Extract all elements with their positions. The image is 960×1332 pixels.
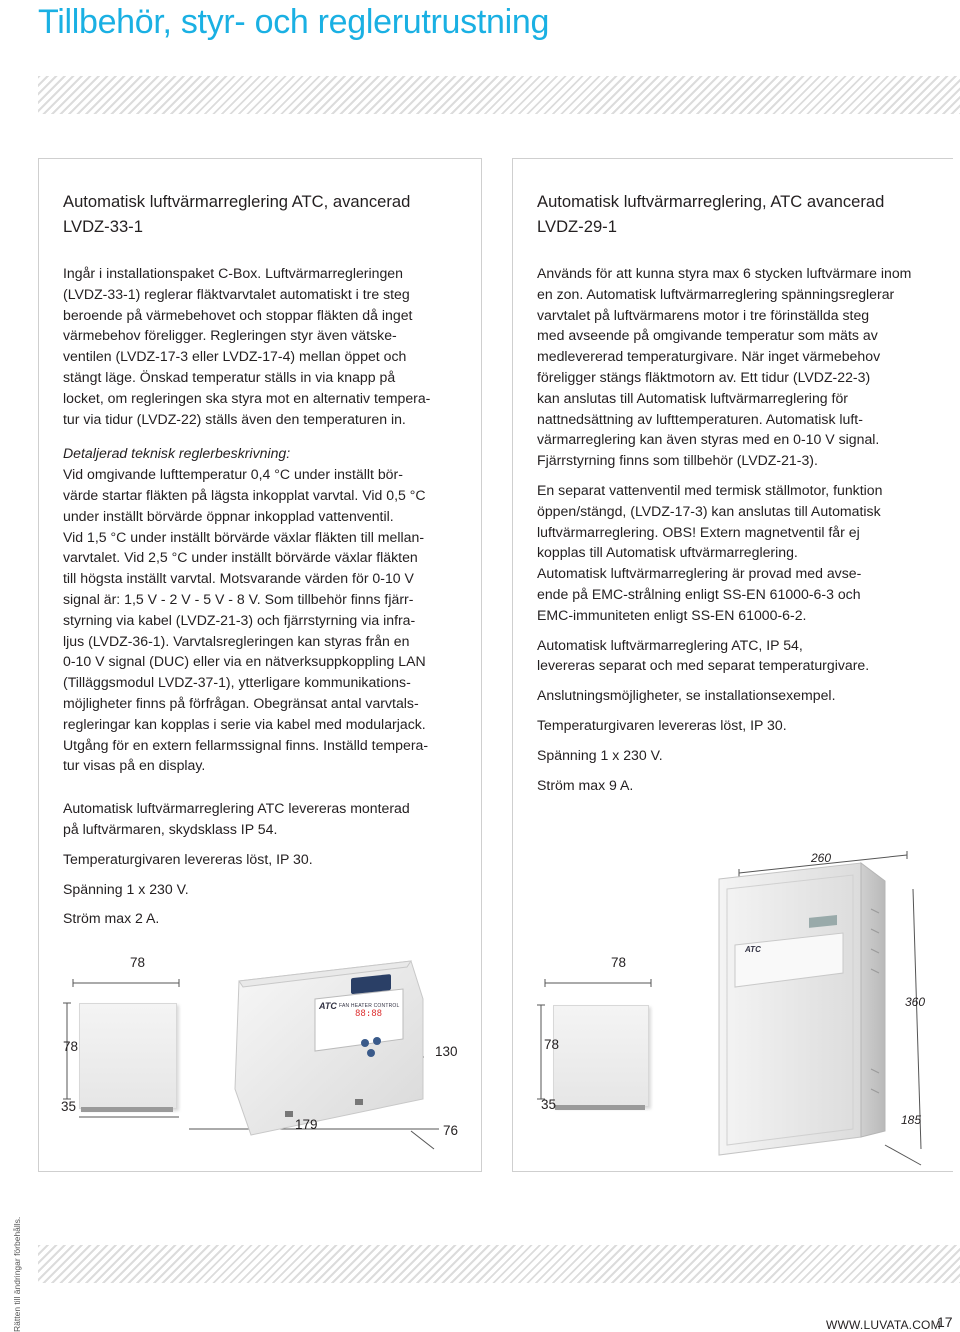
right-current: Ström max 9 A. bbox=[537, 776, 634, 793]
left-controller-unit bbox=[39, 939, 481, 1171]
left-controller-display: 88:88 bbox=[355, 1009, 383, 1019]
hatch-band-top bbox=[38, 76, 960, 114]
left-panel-content bbox=[63, 189, 467, 929]
page-title: Tillbehör, styr- och reglerutrustning bbox=[38, 3, 550, 41]
left-product-figure bbox=[39, 939, 481, 1171]
left-voltage: Spänning 1 x 230 V. bbox=[63, 880, 189, 897]
left-paragraph-detail: Vid omgivande lufttemperatur 0,4 °C under inställt bör- värde startar fläkten på lägsta inkopplat varvtal. Vid 0,5 °C under inställt börvärde öppnar inkopplad vattenventil. Vid 1,5 °C under inställt börvärde växlar fläkten till mellan- varvtalet. Vid 2,5 °C under inställt börvärde växlar fläkten till högsta inställt varvtal. Motsvarande värden för 0-10 V signal är: 1,5 V - 2 V - 5 V - 8 V. Som tillbehör finns fjärr- styrning via kabel (LVDZ-21-3) och fjärrstyrning via infra- ljus (LVDZ-36-1). Varvtalsregleringen kan styras från en 0-10 V signal (DUC) eller via en nätverksuppkoppling LAN (Tilläggsmodul LVDZ-37-1), ytterligare kommunikations- möjligheter finns på förfrågan. Obegränsat antal varvtals- regleringar kan kopplas i serie via kabel med modularjack. Utgång för en extern fellarmssignal finns. Inställd tempera- tur visas på en display. bbox=[63, 466, 429, 774]
right-sensor-height-label: 78 bbox=[544, 1037, 560, 1052]
left-sensor-depth-label: 35 bbox=[61, 1099, 77, 1114]
left-heading-title: Automatisk luftvärmarreglering ATC, avancerad bbox=[63, 192, 411, 211]
left-sensor-width-label: 78 bbox=[130, 955, 146, 970]
right-controller-brand: ATC bbox=[745, 945, 761, 954]
left-current: Ström max 2 A. bbox=[63, 910, 160, 927]
right-heading bbox=[537, 189, 939, 239]
left-heading bbox=[63, 189, 467, 239]
side-disclaimer: Rätten till ändringar förbehålls. bbox=[12, 1216, 22, 1332]
right-heading-code: LVDZ-29-1 bbox=[537, 217, 617, 236]
left-box-depth-label: 76 bbox=[443, 1123, 459, 1138]
left-box-width-label: 179 bbox=[295, 1117, 318, 1132]
left-panel bbox=[38, 158, 482, 1172]
right-box-depth-label: 185 bbox=[901, 1113, 922, 1127]
right-paragraph-delivery: Automatisk luftvärmarreglering ATC, IP 54, levereras separat och med separat temperaturgivare. bbox=[537, 636, 870, 674]
right-paragraph-intro: Används för att kunna styra max 6 stycken luftvärmare inom en zon. Automatisk luftvärmarreglering spänningsreglerar varvtalet på luftvärmarens motor i tre förinställda steg med avseende på omgivande temperatur som mäts av medlevererad temperaturgivare. När inget värmebehov föreligger stängs fläktmotorn av. Ett tidur (LVDZ-22-3) kan anslutas till Automatisk luftvärmarreglering för nattnedsättning av lufttemperaturen. Automatisk luft- värmarreglering kan även styras med en 0-10 V signal. Fjärrstyrning finns som tillbehör (LVDZ-21-3). bbox=[537, 265, 912, 469]
left-controller-label: FAN HEATER CONTROL bbox=[339, 1003, 400, 1009]
right-panel-content bbox=[537, 189, 939, 795]
right-box-height-label: 360 bbox=[905, 995, 926, 1009]
left-sensor-info: Temperaturgivaren levereras löst, IP 30. bbox=[63, 850, 313, 867]
right-box-width-label: 260 bbox=[811, 851, 832, 865]
right-product-figure bbox=[513, 849, 953, 1171]
left-paragraph-intro: Ingår i installationspaket C-Box. Luftvärmarregleringen (LVDZ-33-1) reglerar fläktvarvtalet automatiskt i tre steg beroende på värmebehovet och stoppar fläkten då inget värmebehov föreligger. Regleringen styr även vätske- ventilen (LVDZ-17-3 eller LVDZ-17-4) mellan öppet och stängt läge. Önskad temperatur ställs in via knapp på locket, om regleringen ska styra mot en alternativ tempera- tur via tidur (LVDZ-22) ställs även den temperaturen in. bbox=[63, 265, 431, 427]
left-sensor-height-label: 78 bbox=[63, 1039, 79, 1054]
right-voltage: Spänning 1 x 230 V. bbox=[537, 746, 663, 763]
right-sensor-info: Temperaturgivaren levereras löst, IP 30. bbox=[537, 716, 787, 733]
hatch-band-bottom bbox=[38, 1245, 960, 1283]
right-controller-unit bbox=[513, 849, 953, 1171]
right-sensor-depth-label: 35 bbox=[541, 1097, 557, 1112]
right-connection-info: Anslutningsmöjligheter, se installationsexempel. bbox=[537, 687, 836, 704]
right-panel bbox=[512, 158, 953, 1172]
left-paragraph-delivery: Automatisk luftvärmarreglering ATC levereras monterad på luftvärmaren, skydsklass IP 54. bbox=[63, 800, 410, 837]
left-box-height-label: 130 bbox=[435, 1044, 458, 1059]
left-detail-heading: Detaljerad teknisk reglerbeskrivning: bbox=[63, 445, 291, 462]
left-heading-code: LVDZ-33-1 bbox=[63, 217, 143, 236]
right-paragraph-valve: En separat vattenventil med termisk ställmotor, funktion öppen/stängd, (LVDZ-17-3) kan anslutas till Automatisk luftvärmarreglering. OBS! Extern magnetventil får ej kopplas till Automatisk uftvärmarreglering. Automatisk luftvärmarreglering är provad med avse- ende på EMC-strålning enligt SS-EN 61000-6-3 och EMC-immuniteten enligt SS-EN 61000-6-2. bbox=[537, 481, 883, 623]
page-number: 17 bbox=[937, 1314, 953, 1330]
right-heading-title: Automatisk luftvärmarreglering, ATC avancerad bbox=[537, 192, 885, 211]
right-sensor-width-label: 78 bbox=[611, 955, 627, 970]
footer-website-link[interactable]: WWW.LUVATA.COM bbox=[826, 1318, 941, 1332]
left-controller-brand: ATC bbox=[319, 1001, 337, 1011]
